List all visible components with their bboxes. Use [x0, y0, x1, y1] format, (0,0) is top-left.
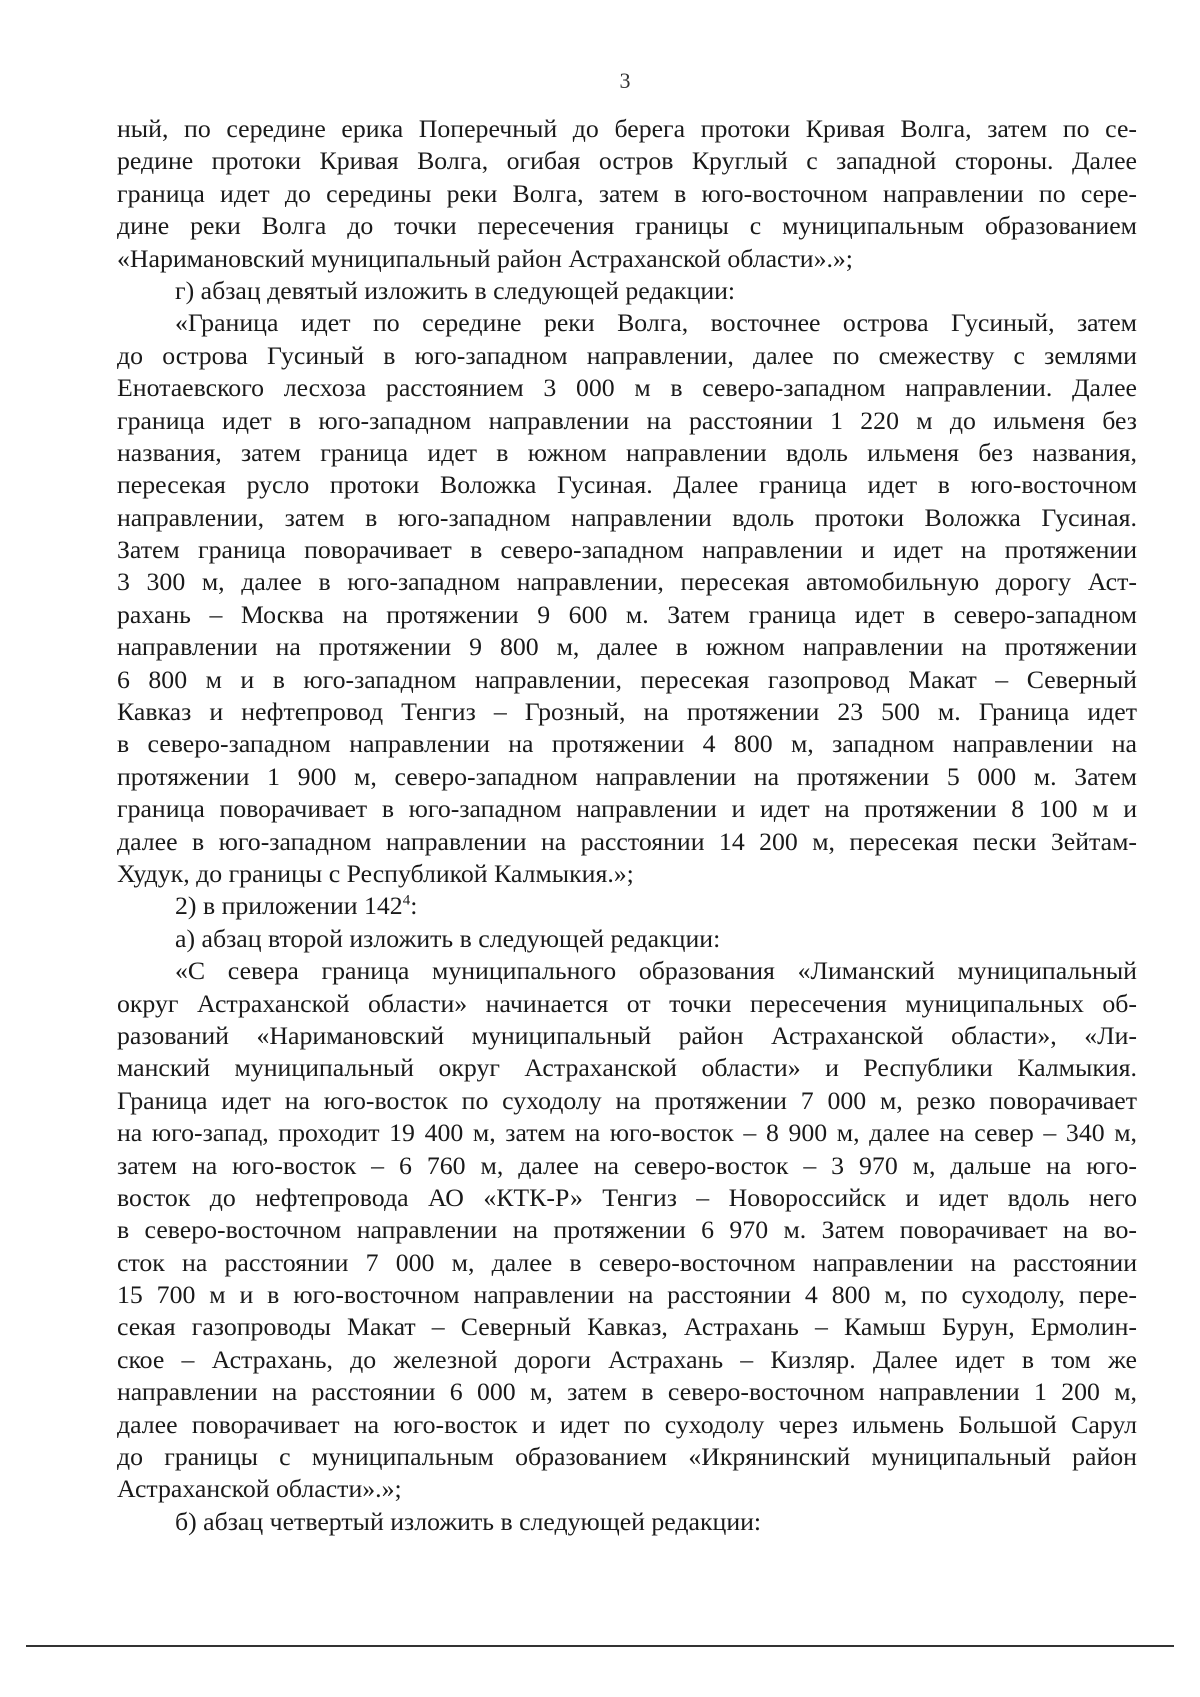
- text-line: Затем граница поворачивает в северо-западном направлении и идет на протяжении: [117, 535, 1137, 565]
- text-line: в северо-западном направлении на протяжении 4 800 м, западном направлении на: [117, 729, 1137, 759]
- text-line: Худук, до границы с Республикой Калмыкия.»;: [117, 858, 634, 888]
- text-line: Астраханской области».»;: [117, 1474, 402, 1504]
- text-line: «Граница идет по середине реки Волга, восточнее острова Гусиный, затем: [175, 308, 1137, 338]
- text-line: секая газопроводы Макат – Северный Кавказ, Астрахань – Камыш Бурун, Ермолин-: [117, 1312, 1137, 1342]
- text-line: в северо-восточном направлении на протяжении 6 970 м. Затем поворачивает на во-: [117, 1215, 1137, 1245]
- text-line: «Наримановский муниципальный район Астраханской области».»;: [117, 243, 853, 273]
- text-line: сток на расстоянии 7 000 м, далее в северо-восточном направлении на расстоянии: [117, 1247, 1137, 1277]
- text-line: дине реки Волга до точки пересечения границы с муниципальным образованием: [117, 211, 1137, 241]
- text-line: граница идет в юго-западном направлении на расстоянии 1 220 м до ильменя без: [117, 405, 1137, 435]
- text-line: на юго-запад, проходит 19 400 м, затем на юго-восток – 8 900 м, далее на север – 340 м,: [117, 1118, 1137, 1148]
- text-line: ный, по середине ерика Поперечный до берега протоки Кривая Волга, затем по се-: [117, 114, 1137, 143]
- subpoint-heading: г) абзац девятый изложить в следующей редакции:: [175, 275, 736, 305]
- text-line: затем на юго-восток – 6 760 м, далее на северо-восток – 3 970 м, дальше на юго-: [117, 1150, 1137, 1180]
- text-line: до острова Гусиный в юго-западном направлении, далее по смежеству с землями: [117, 340, 1137, 370]
- text-line: названия, затем граница идет в южном направлении вдоль ильменя без названия,: [117, 437, 1137, 467]
- text-line: до границы с муниципальным образованием «Икрянинский муниципальный район: [117, 1442, 1137, 1472]
- text-line: 15 700 м и в юго-восточном направлении на расстоянии 4 800 м, по суходолу, пере-: [117, 1280, 1137, 1310]
- page-number: 3: [619, 68, 631, 93]
- text-line: ское – Астрахань, до железной дороги Астрахань – Кизляр. Далее идет в том же: [117, 1344, 1137, 1374]
- text-line: пересекая русло протоки Воложка Гусиная. Далее граница идет в юго-восточном: [117, 470, 1137, 500]
- text-line: округ Астраханской области» начинается от точки пересечения муниципальных об-: [117, 988, 1137, 1018]
- text-line: протяжении 1 900 м, северо-западном направлении на протяжении 5 000 м. Затем: [117, 761, 1137, 791]
- text-line: далее в юго-западном направлении на расстоянии 14 200 м, пересекая пески Зейтам-: [117, 826, 1137, 856]
- text-line: направлении, затем в юго-западном направлении вдоль протоки Воложка Гусиная.: [117, 502, 1137, 532]
- text-line: рахань – Москва на протяжении 9 600 м. Затем граница идет в северо-западном: [117, 599, 1137, 629]
- text-line: манский муниципальный округ Астраханской области» и Республики Калмыкия.: [117, 1053, 1137, 1083]
- text-line: Граница идет на юго-восток по суходолу на протяжении 7 000 м, резко поворачивает: [117, 1085, 1137, 1115]
- document-body: [117, 113, 1137, 1538]
- text-line: направлении на протяжении 9 800 м, далее в южном направлении на протяжении: [117, 632, 1137, 662]
- point-heading-text: 2) в приложении 142: [175, 891, 403, 921]
- text-line: редине протоки Кривая Волга, огибая остров Круглый с западной стороны. Далее: [117, 146, 1137, 176]
- text-line: далее поворачивает на юго-восток и идет по суходолу через ильмень Большой Сарул: [117, 1409, 1137, 1439]
- text-line: Кавказ и нефтепровод Тенгиз – Грозный, на протяжении 23 500 м. Граница идет: [117, 697, 1137, 727]
- text-line: граница идет до середины реки Волга, затем в юго-восточном направлении по сере-: [117, 178, 1137, 208]
- text-line: восток до нефтепровода АО «КТК-Р» Тенгиз – Новороссийск и идет вдоль него: [117, 1182, 1137, 1212]
- bottom-divider: [26, 1645, 1174, 1647]
- subpoint-heading: б) абзац четвертый изложить в следующей редакции:: [175, 1506, 762, 1536]
- appendix-superscript: 4: [402, 892, 411, 909]
- text-line: направлении на расстоянии 6 000 м, затем в северо-восточном направлении 1 200 м,: [117, 1377, 1137, 1407]
- subpoint-heading: а) абзац второй изложить в следующей редакции:: [175, 923, 721, 953]
- text-line: граница поворачивает в юго-западном направлении и идет на протяжении 8 100 м и: [117, 794, 1137, 824]
- text-line: Енотаевского лесхоза расстоянием 3 000 м в северо-западном направлении. Далее: [117, 373, 1137, 403]
- text-line: разований «Наримановский муниципальный район Астраханской области», «Ли-: [117, 1020, 1137, 1050]
- text-line: «С севера граница муниципального образования «Лиманский муниципальный: [175, 956, 1137, 986]
- point-heading: [117, 890, 1137, 922]
- text-line: 3 300 м, далее в юго-западном направлении, пересекая автомобильную дорогу Аст-: [117, 567, 1137, 597]
- point-heading-colon: :: [410, 891, 418, 921]
- text-line: 6 800 м и в юго-западном направлении, пересекая газопровод Макат – Северный: [117, 664, 1137, 694]
